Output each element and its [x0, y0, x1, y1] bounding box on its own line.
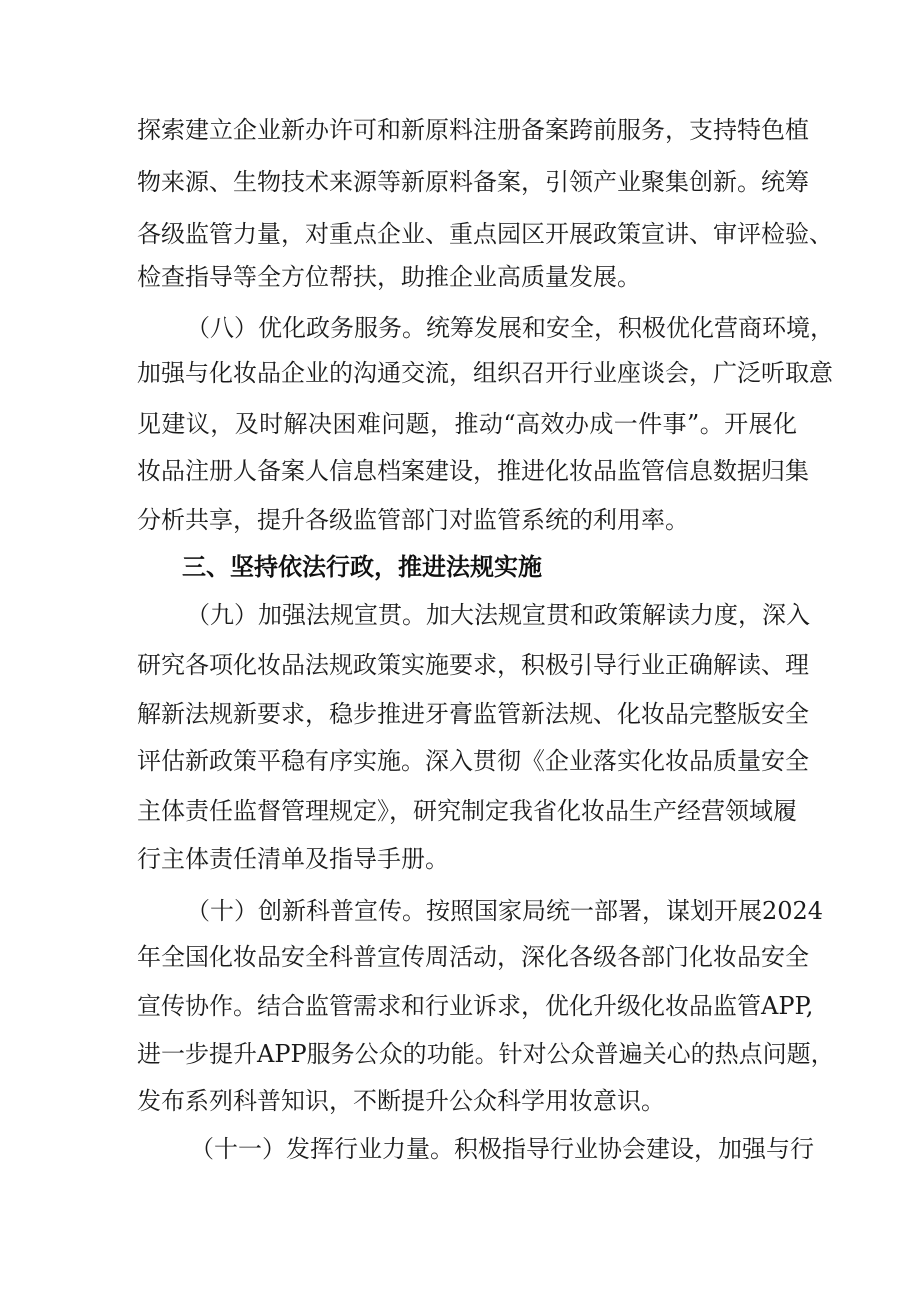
- paragraph-line: 检查指导等全方位帮扶，助推企业高质量发展。: [137, 263, 641, 291]
- paragraph-line: 见建议，及时解决困难问题，推动“高效办成一件事”。开展化: [137, 410, 797, 438]
- paragraph-line: 宣传协作。结合监管需求和行业诉求，优化升级化妆品监管APP,: [137, 992, 814, 1020]
- paragraph-line: 各级监管力量，对重点企业、重点园区开展政策宣讲、审评检验、: [137, 220, 833, 248]
- paragraph-line: （十一）发挥行业力量。积极指导行业协会建设，加强与行: [190, 1135, 814, 1163]
- paragraph-line: 分析共享，提升各级监管部门对监管系统的利用率。: [137, 506, 689, 534]
- paragraph-line: （九）加强法规宣贯。加大法规宣贯和政策解读力度，深入: [186, 601, 810, 629]
- paragraph-line: 行主体责任清单及指导手册。: [137, 845, 449, 873]
- paragraph-line: 主体责任监督管理规定》，研究制定我省化妆品生产经营领域履: [137, 797, 797, 825]
- paragraph-line: 研究各项化妆品法规政策实施要求，积极引导行业正确解读、理: [137, 651, 809, 679]
- section-heading: 三、坚持依法行政，推进法规实施: [182, 553, 542, 581]
- paragraph-line: 妆品注册人备案人信息档案建设，推进化妆品监管信息数据归集: [137, 457, 809, 485]
- paragraph-line: 探索建立企业新办许可和新原料注册备案跨前服务，支持特色植: [137, 116, 809, 144]
- paragraph-line: （八）优化政务服务。统筹发展和安全，积极优化营商环境，: [186, 314, 834, 342]
- paragraph-line: 评估新政策平稳有序实施。深入贯彻《企业落实化妆品质量安全: [137, 747, 809, 775]
- paragraph-line: 解新法规新要求，稳步推进牙膏监管新法规、化妆品完整版安全: [137, 700, 809, 728]
- paragraph-line: 发布系列科普知识，不断提升公众科学用妆意识。: [137, 1087, 665, 1115]
- paragraph-line: 加强与化妆品企业的沟通交流，组织召开行业座谈会，广泛听取意: [137, 359, 833, 387]
- paragraph-line: （十）创新科普宣传。按照国家局统一部署，谋划开展2024: [186, 897, 824, 925]
- paragraph-line: 年全国化妆品安全科普宣传周活动，深化各级各部门化妆品安全: [137, 943, 809, 971]
- paragraph-line: 物来源、生物技术来源等新原料备案，引领产业聚集创新。统筹: [137, 168, 809, 196]
- paragraph-line: 进一步提升APP服务公众的功能。针对公众普遍关心的热点问题，: [137, 1040, 835, 1068]
